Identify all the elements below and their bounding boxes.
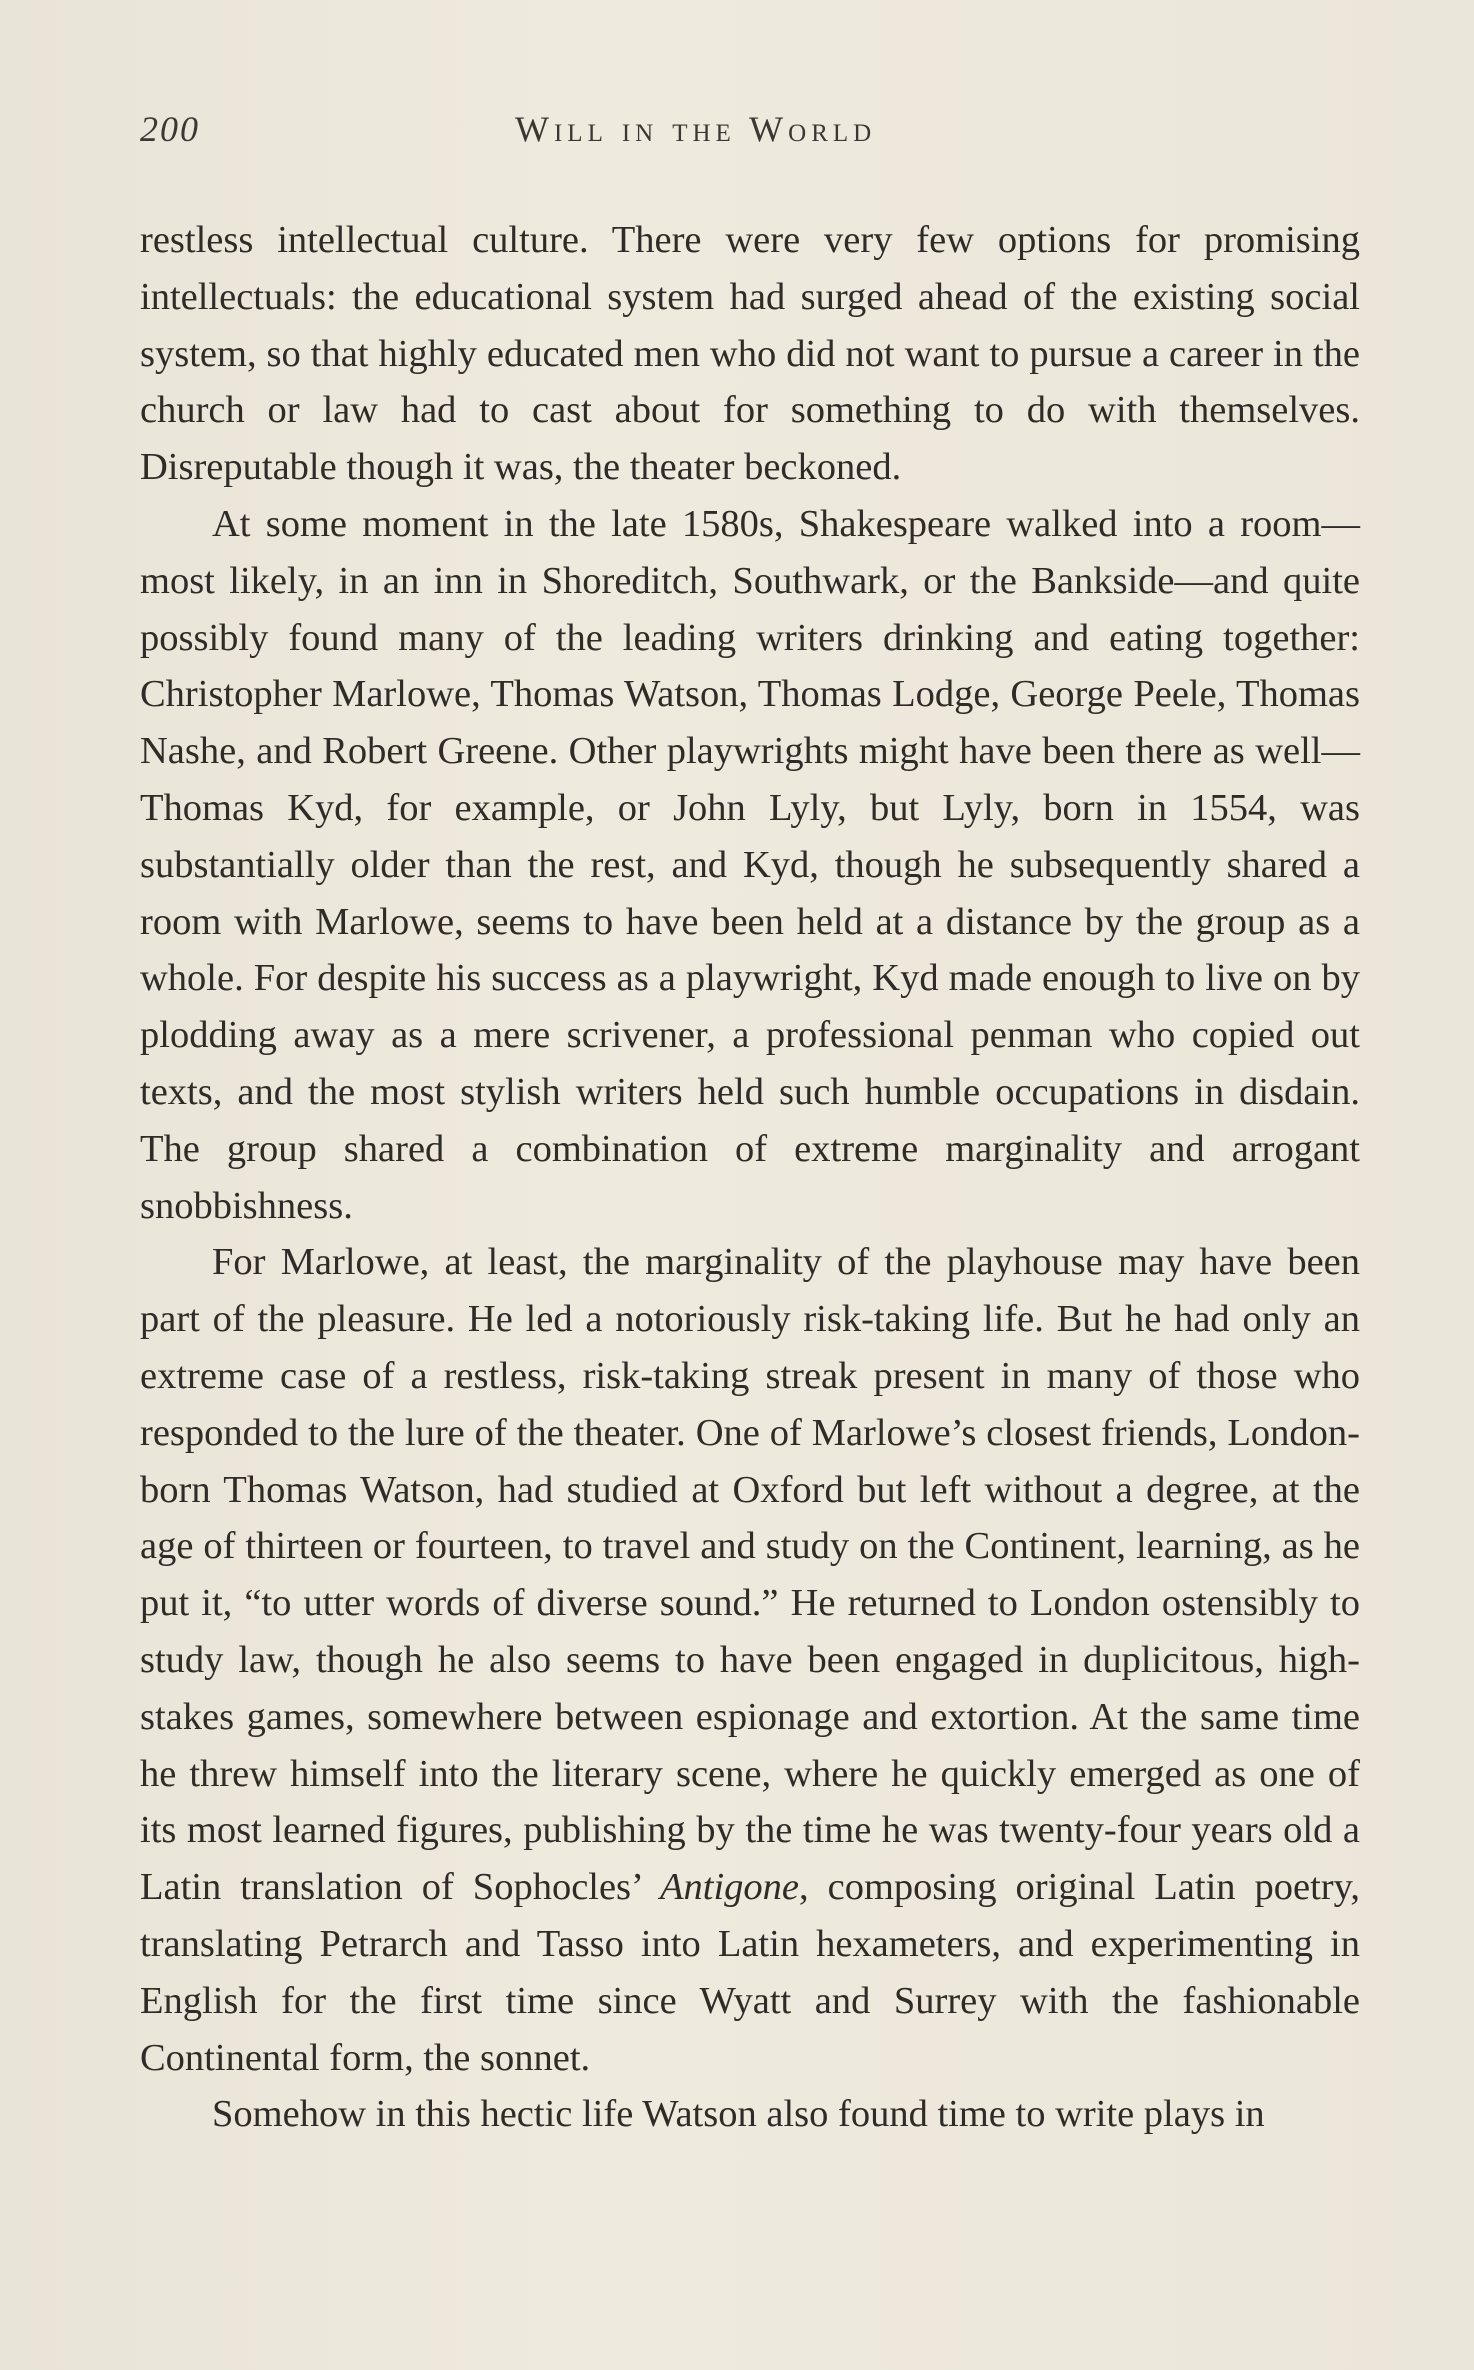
paragraph-1: restless intellectual culture. There were very few options for promising intellectuals: the educational system had surged ahead of the existing social system, so that highly educated men who did not want to pursue a career in the church or law had to cast about for something to do with themselves. Disreputable though it was, the theater beckoned. [140,219,1360,489]
paragraph-3-text-before: For Marlowe, at least, the marginality of the playhouse may have been part of the pleasure. He led a notoriously risk-taking life. But he had only an extreme case of a restless, risk-taking streak present in many of those who responded to the lure of the theater. One of Marlowe’s closest friends, London-born Thomas Watson, had studied at Oxford but left without a degree, at the age of thirteen or fourteen, to travel and study on the Continent, learning, as he put it, “to utter words of diverse sound.” He returned to London ostensibly to study law, though he also seems to have been engaged in duplicitous, high-stakes games, somewhere between espionage and extortion. At the same time he threw himself into the literary scene, where he quickly emerged as one of its most learned figures, publishing by the time he was twenty-four years old a Latin translation of Sophocles’ [140,1241,1360,1909]
page-number: 200 [140,109,200,149]
paragraph-3-text-after: , composing original Latin poetry, translating Petrarch and Tasso into Latin hexameters, and experimenting in English for the first time since Wyatt and Surrey with the fashionable Continental form, the sonnet. [140,1866,1360,2079]
paragraph-4: Somehow in this hectic life Watson also found time to write plays in [212,2093,1265,2136]
paragraph-2: At some moment in the late 1580s, Shakespeare walked into a room—most likely, in an inn in Shoreditch, Southwark, or the Bankside—and quite possibly found many of the leading writers drinking and eating together: Christopher Marlowe, Thomas Watson, Thomas Lodge, George Peele, Thomas Nashe, and Robert Greene. Other playwrights might have been there as well—Thomas Kyd, for example, or John Lyly, but Lyly, born in 1554, was substantially older than the rest, and Kyd, though he subsequently shared a room with Marlowe, seems to have been held at a distance by the group as a whole. For despite his success as a playwright, Kyd made enough to live on by plodding away as a mere scrivener, a professional penman who copied out texts, and the most stylish writers held such humble occupations in disdain. The group shared a combination of extreme marginality and arrogant snobbishness. [140,502,1360,1227]
book-title: Will in the World [515,109,877,149]
running-head [140,108,1360,158]
paragraph-3 [140,1234,1360,2086]
body-text [140,212,1360,2143]
italic-title-antigone: Antigone [660,1866,799,1909]
